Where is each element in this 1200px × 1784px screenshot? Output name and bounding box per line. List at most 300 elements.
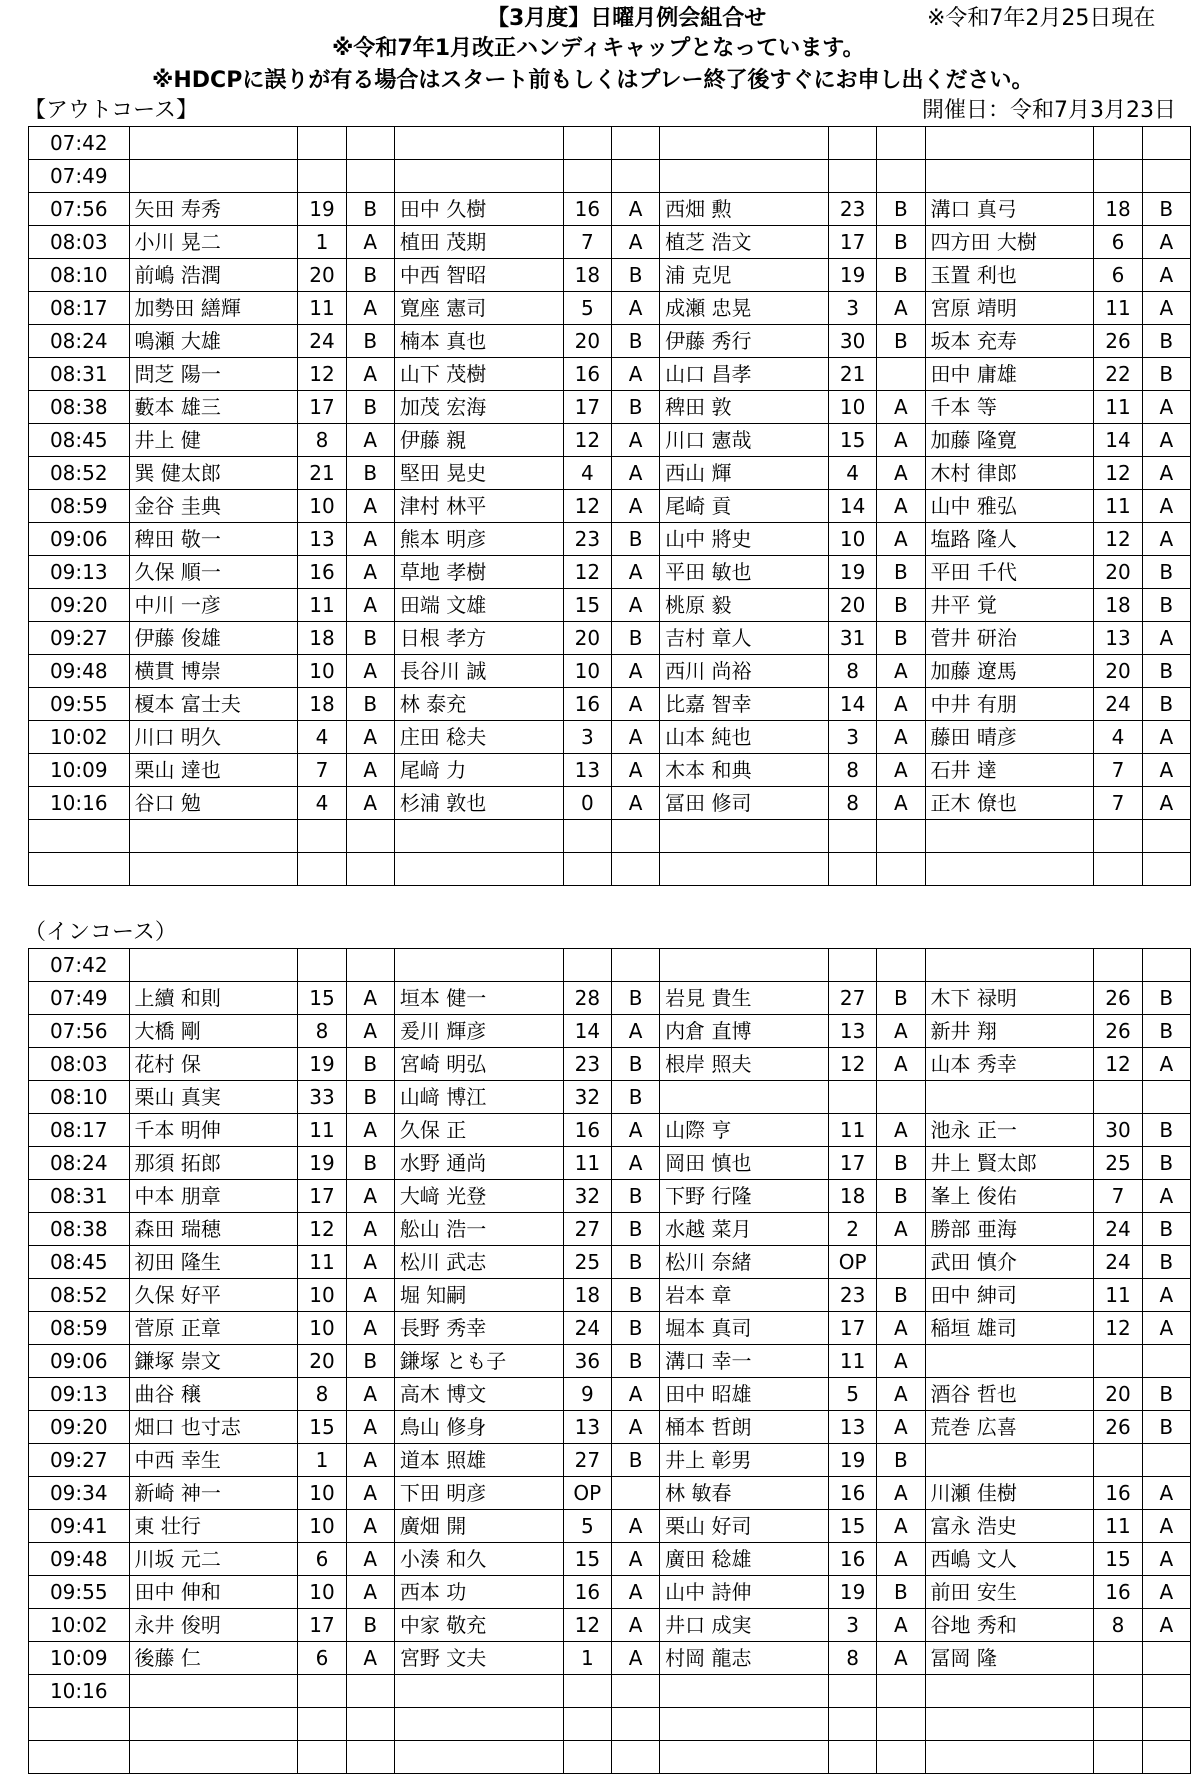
out-course-row — [29, 622, 1191, 655]
class: A — [877, 1213, 925, 1246]
player-name: 伊藤 親 — [394, 424, 563, 457]
class: A — [1142, 1477, 1190, 1510]
class: A — [877, 688, 925, 721]
handicap: 13 — [298, 523, 346, 556]
class: A — [1142, 523, 1190, 556]
handicap: 8 — [1094, 1609, 1142, 1642]
player-name: 久保 正 — [394, 1114, 563, 1147]
handicap: 27 — [829, 982, 877, 1015]
class: A — [877, 787, 925, 820]
class: A — [1142, 457, 1190, 490]
handicap: 12 — [1094, 457, 1142, 490]
player-name — [660, 820, 829, 853]
player-name: 廣田 稔雄 — [660, 1543, 829, 1576]
handicap: 24 — [1094, 1213, 1142, 1246]
in-course-row — [29, 1510, 1191, 1543]
player-name: 溝口 幸一 — [660, 1345, 829, 1378]
handicap: 5 — [563, 292, 611, 325]
player-name: 加勢田 繕輝 — [129, 292, 298, 325]
player-name: 小湊 和久 — [394, 1543, 563, 1576]
player-name: 坂本 充寿 — [925, 325, 1094, 358]
handicap: 23 — [829, 1279, 877, 1312]
handicap: 18 — [1094, 193, 1142, 226]
class — [877, 1246, 925, 1279]
class — [346, 949, 394, 982]
class — [877, 949, 925, 982]
in-course-label: （インコース） — [24, 920, 177, 945]
class: B — [346, 622, 394, 655]
handicap: 17 — [298, 1180, 346, 1213]
handicap: 15 — [563, 1543, 611, 1576]
class: A — [611, 754, 659, 787]
in-course-row — [29, 1213, 1191, 1246]
handicap: 12 — [298, 358, 346, 391]
handicap: 10 — [298, 1279, 346, 1312]
player-name: 宮野 文夫 — [394, 1642, 563, 1675]
tee-time: 10:16 — [29, 787, 130, 820]
player-name: 松川 武志 — [394, 1246, 563, 1279]
class: B — [346, 1345, 394, 1378]
class — [877, 1081, 925, 1114]
handicap — [298, 1675, 346, 1708]
class: B — [877, 982, 925, 1015]
handicap: 19 — [298, 193, 346, 226]
class: A — [877, 1609, 925, 1642]
handicap: 10 — [298, 1576, 346, 1609]
class: A — [346, 655, 394, 688]
handicap: 16 — [1094, 1576, 1142, 1609]
class — [611, 127, 659, 160]
tee-time: 09:48 — [29, 1543, 130, 1576]
class: A — [1142, 1180, 1190, 1213]
player-name — [925, 1081, 1094, 1114]
out-course-row — [29, 457, 1191, 490]
tee-time — [29, 1708, 130, 1741]
handicap: 6 — [298, 1543, 346, 1576]
class: B — [611, 1048, 659, 1081]
in-course-row — [29, 1378, 1191, 1411]
class: B — [1142, 688, 1190, 721]
handicap — [563, 1741, 611, 1774]
in-course-row — [29, 1081, 1191, 1114]
class — [1142, 949, 1190, 982]
handicap: 10 — [298, 1477, 346, 1510]
class: B — [611, 1312, 659, 1345]
player-name — [925, 1444, 1094, 1477]
handicap: 16 — [829, 1477, 877, 1510]
player-name: 田中 久樹 — [394, 193, 563, 226]
class — [611, 949, 659, 982]
class: A — [346, 1246, 394, 1279]
class — [877, 1741, 925, 1774]
handicap: 14 — [829, 490, 877, 523]
player-name: 栗山 好司 — [660, 1510, 829, 1543]
handicap: 10 — [829, 523, 877, 556]
player-name: 塩路 隆人 — [925, 523, 1094, 556]
class — [1142, 1444, 1190, 1477]
handicap: 18 — [563, 259, 611, 292]
handicap: 19 — [829, 556, 877, 589]
handicap: 4 — [563, 457, 611, 490]
class: A — [1142, 1510, 1190, 1543]
player-name — [925, 820, 1094, 853]
in-course-row — [29, 1114, 1191, 1147]
handicap — [829, 949, 877, 982]
handicap: 19 — [298, 1147, 346, 1180]
player-name: 谷地 秀和 — [925, 1609, 1094, 1642]
handicap: 24 — [1094, 688, 1142, 721]
player-name: 草地 孝樹 — [394, 556, 563, 589]
handicap: 11 — [298, 589, 346, 622]
handicap — [1094, 1081, 1142, 1114]
tee-time: 08:10 — [29, 1081, 130, 1114]
player-name: 加藤 遼馬 — [925, 655, 1094, 688]
player-name — [925, 1708, 1094, 1741]
player-name — [129, 1741, 298, 1774]
player-name: 植田 茂期 — [394, 226, 563, 259]
class: A — [346, 1378, 394, 1411]
handicap — [1094, 820, 1142, 853]
handicap: 4 — [1094, 721, 1142, 754]
handicap: 7 — [1094, 1180, 1142, 1213]
handicap: 10 — [298, 490, 346, 523]
tee-time: 08:24 — [29, 325, 130, 358]
player-name: 冨田 修司 — [660, 787, 829, 820]
class: A — [611, 490, 659, 523]
tee-time: 09:20 — [29, 589, 130, 622]
handicap: 8 — [298, 1015, 346, 1048]
handicap: 16 — [829, 1543, 877, 1576]
player-name: 井上 健 — [129, 424, 298, 457]
class: A — [1142, 226, 1190, 259]
class: A — [611, 1609, 659, 1642]
player-name: 鎌塚 崇文 — [129, 1345, 298, 1378]
class: A — [1142, 1312, 1190, 1345]
player-name — [925, 1345, 1094, 1378]
handicap: 12 — [829, 1048, 877, 1081]
player-name: 浦 克児 — [660, 259, 829, 292]
class — [1142, 853, 1190, 886]
player-name — [129, 949, 298, 982]
out-course-row — [29, 721, 1191, 754]
class: B — [611, 1246, 659, 1279]
player-name: 日根 孝方 — [394, 622, 563, 655]
handicap: 16 — [563, 1114, 611, 1147]
tee-time: 09:20 — [29, 1411, 130, 1444]
handicap: 8 — [829, 1642, 877, 1675]
tee-time: 10:16 — [29, 1675, 130, 1708]
handicap: 2 — [829, 1213, 877, 1246]
tee-time: 08:45 — [29, 424, 130, 457]
handicap: 5 — [563, 1510, 611, 1543]
player-name: 大橋 剛 — [129, 1015, 298, 1048]
player-name: 木下 禄明 — [925, 982, 1094, 1015]
player-name: 中井 有朋 — [925, 688, 1094, 721]
in-course-row — [29, 1048, 1191, 1081]
class: A — [1142, 259, 1190, 292]
class: B — [1142, 1015, 1190, 1048]
handicap: 20 — [563, 622, 611, 655]
tee-time: 10:09 — [29, 754, 130, 787]
handicap: 16 — [563, 358, 611, 391]
tee-time: 08:03 — [29, 226, 130, 259]
player-name: 尾﨑 力 — [394, 754, 563, 787]
handicap: 17 — [563, 391, 611, 424]
handicap: 8 — [829, 787, 877, 820]
in-course-row — [29, 1576, 1191, 1609]
class: B — [877, 1279, 925, 1312]
class: A — [611, 1576, 659, 1609]
handicap — [1094, 1708, 1142, 1741]
handicap: 16 — [563, 193, 611, 226]
player-name — [394, 160, 563, 193]
player-name: 金谷 圭典 — [129, 490, 298, 523]
class: B — [346, 1081, 394, 1114]
handicap: 6 — [1094, 226, 1142, 259]
handicap — [1094, 949, 1142, 982]
player-name: 長谷川 誠 — [394, 655, 563, 688]
out-course-table — [28, 126, 1191, 886]
handicap: 4 — [298, 787, 346, 820]
class: A — [611, 787, 659, 820]
handicap — [829, 160, 877, 193]
tee-time: 08:03 — [29, 1048, 130, 1081]
class: A — [346, 1444, 394, 1477]
handicap: 15 — [1094, 1543, 1142, 1576]
class: A — [877, 490, 925, 523]
class: A — [877, 655, 925, 688]
hdcp-error-notice: ※HDCPに誤りが有る場合はスタート前もしくはプレー終了後すぐにお申し出ください。 — [152, 68, 1034, 93]
player-name: 稲垣 雄司 — [925, 1312, 1094, 1345]
class: A — [877, 754, 925, 787]
in-course-row — [29, 1312, 1191, 1345]
handicap — [563, 1708, 611, 1741]
in-course-row — [29, 1411, 1191, 1444]
player-name: 田中 昭雄 — [660, 1378, 829, 1411]
handicap: 13 — [1094, 622, 1142, 655]
handicap: 7 — [1094, 754, 1142, 787]
player-name: 川瀬 佳樹 — [925, 1477, 1094, 1510]
player-name: 横貫 博崇 — [129, 655, 298, 688]
class: A — [1142, 292, 1190, 325]
player-name: 根岸 照夫 — [660, 1048, 829, 1081]
player-name: 初田 隆生 — [129, 1246, 298, 1279]
class: B — [1142, 1411, 1190, 1444]
class: A — [877, 1345, 925, 1378]
handicap: 24 — [563, 1312, 611, 1345]
class: A — [611, 424, 659, 457]
in-course-row — [29, 1708, 1191, 1741]
class: A — [346, 754, 394, 787]
tee-time: 08:17 — [29, 292, 130, 325]
handicap — [1094, 1444, 1142, 1477]
player-name — [925, 127, 1094, 160]
tee-time: 08:45 — [29, 1246, 130, 1279]
in-course-row — [29, 1015, 1191, 1048]
tee-time: 07:42 — [29, 949, 130, 982]
handicap: 13 — [829, 1015, 877, 1048]
class: B — [611, 982, 659, 1015]
player-name: 鎌塚 とも子 — [394, 1345, 563, 1378]
player-name — [394, 853, 563, 886]
handicap: 17 — [298, 391, 346, 424]
player-name: 熊本 明彦 — [394, 523, 563, 556]
player-name: 鳥山 修身 — [394, 1411, 563, 1444]
handicap: 15 — [563, 589, 611, 622]
in-course-row — [29, 1246, 1191, 1279]
class: A — [346, 1312, 394, 1345]
player-name: 山﨑 博江 — [394, 1081, 563, 1114]
class: B — [1142, 1378, 1190, 1411]
handicap: 18 — [1094, 589, 1142, 622]
player-name: 成瀬 忠晃 — [660, 292, 829, 325]
class: A — [877, 424, 925, 457]
player-name: 那須 拓郎 — [129, 1147, 298, 1180]
player-name: 森田 瑞穂 — [129, 1213, 298, 1246]
player-name: 桃原 毅 — [660, 589, 829, 622]
handicap: 11 — [1094, 490, 1142, 523]
tee-time: 09:55 — [29, 688, 130, 721]
class: A — [611, 1015, 659, 1048]
handicap: 7 — [1094, 787, 1142, 820]
player-name: 永井 俊明 — [129, 1609, 298, 1642]
handicap — [563, 160, 611, 193]
handicap — [829, 127, 877, 160]
handicap — [563, 127, 611, 160]
handicap: 3 — [829, 292, 877, 325]
out-course-row — [29, 787, 1191, 820]
in-course-row — [29, 1477, 1191, 1510]
class: A — [611, 556, 659, 589]
handicap: 8 — [298, 424, 346, 457]
tee-time — [29, 820, 130, 853]
class — [877, 358, 925, 391]
player-name: 鳴瀬 大雄 — [129, 325, 298, 358]
player-name: 西畑 勲 — [660, 193, 829, 226]
player-name — [925, 1675, 1094, 1708]
player-name: 井口 成実 — [660, 1609, 829, 1642]
handicap: 30 — [829, 325, 877, 358]
player-name: 中家 敬充 — [394, 1609, 563, 1642]
player-name: 伊藤 俊雄 — [129, 622, 298, 655]
handicap: 16 — [1094, 1477, 1142, 1510]
player-name: 山口 昌孝 — [660, 358, 829, 391]
handicap: 18 — [563, 1279, 611, 1312]
class: B — [611, 622, 659, 655]
handicap: 16 — [563, 1576, 611, 1609]
player-name: 新崎 神一 — [129, 1477, 298, 1510]
player-name: 下田 明彦 — [394, 1477, 563, 1510]
event-date: 開催日：令和7月3月23日 — [922, 98, 1176, 123]
class: A — [346, 787, 394, 820]
player-name: 爰川 輝彦 — [394, 1015, 563, 1048]
player-name — [129, 1675, 298, 1708]
out-course-row — [29, 754, 1191, 787]
class: B — [1142, 556, 1190, 589]
class — [611, 1741, 659, 1774]
class: A — [611, 1411, 659, 1444]
tee-time: 09:48 — [29, 655, 130, 688]
class: A — [1142, 1609, 1190, 1642]
tee-time: 09:13 — [29, 1378, 130, 1411]
player-name: 舩山 浩一 — [394, 1213, 563, 1246]
class: B — [346, 1048, 394, 1081]
class: B — [1142, 1213, 1190, 1246]
in-course-row — [29, 1741, 1191, 1774]
class: B — [1142, 1246, 1190, 1279]
player-name — [129, 160, 298, 193]
handicap: 11 — [1094, 391, 1142, 424]
handicap: 1 — [563, 1642, 611, 1675]
class: A — [611, 226, 659, 259]
player-name: 山本 秀幸 — [925, 1048, 1094, 1081]
tee-time — [29, 853, 130, 886]
class: B — [346, 688, 394, 721]
class — [346, 1708, 394, 1741]
player-name: 比嘉 智幸 — [660, 688, 829, 721]
tee-time: 10:02 — [29, 721, 130, 754]
class: B — [346, 457, 394, 490]
player-name — [129, 127, 298, 160]
class: A — [611, 688, 659, 721]
class: A — [346, 424, 394, 457]
in-course-row — [29, 1543, 1191, 1576]
player-name: 菅原 正章 — [129, 1312, 298, 1345]
out-course-row — [29, 688, 1191, 721]
in-course-row — [29, 1180, 1191, 1213]
class: B — [346, 325, 394, 358]
player-name: 加茂 宏海 — [394, 391, 563, 424]
player-name: 中本 朋章 — [129, 1180, 298, 1213]
class: A — [611, 292, 659, 325]
handicap: 9 — [563, 1378, 611, 1411]
out-course-row — [29, 127, 1191, 160]
class: B — [611, 1213, 659, 1246]
class — [1142, 1345, 1190, 1378]
class: A — [346, 1642, 394, 1675]
handicap: 30 — [1094, 1114, 1142, 1147]
class: B — [877, 1444, 925, 1477]
class: A — [611, 1378, 659, 1411]
class: A — [1142, 490, 1190, 523]
handicap: 12 — [563, 556, 611, 589]
player-name: 岩本 章 — [660, 1279, 829, 1312]
handicap: 13 — [563, 1411, 611, 1444]
player-name: 庄田 稔夫 — [394, 721, 563, 754]
player-name: 吉村 章人 — [660, 622, 829, 655]
handicap — [1094, 853, 1142, 886]
class: A — [611, 1642, 659, 1675]
handicap: 23 — [563, 1048, 611, 1081]
handicap: 17 — [298, 1609, 346, 1642]
player-name: 平田 千代 — [925, 556, 1094, 589]
player-name: 西川 尚裕 — [660, 655, 829, 688]
player-name: 中西 幸生 — [129, 1444, 298, 1477]
class — [877, 820, 925, 853]
class — [611, 1675, 659, 1708]
class: B — [877, 556, 925, 589]
player-name: 井上 賢太郎 — [925, 1147, 1094, 1180]
player-name: 宮崎 明弘 — [394, 1048, 563, 1081]
class: A — [1142, 787, 1190, 820]
handicap: 15 — [829, 424, 877, 457]
in-course-row — [29, 1444, 1191, 1477]
class: B — [611, 1444, 659, 1477]
player-name: 山中 雅弘 — [925, 490, 1094, 523]
player-name: 花村 保 — [129, 1048, 298, 1081]
class — [1142, 1642, 1190, 1675]
player-name — [925, 160, 1094, 193]
